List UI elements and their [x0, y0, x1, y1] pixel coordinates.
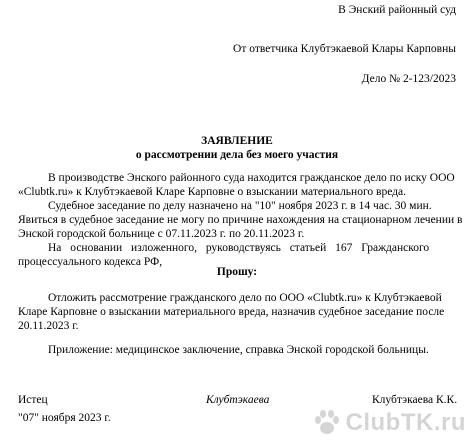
paragraph-3-line-1: На основании изложенного, руководствуясь статьей 167 Гражданского: [48, 242, 430, 254]
case-number: Дело № 2-123/2023: [361, 73, 456, 85]
paragraph-2-line-3: Энской городской больнице с 07.11.2023 г. по 20.11.2023 г.: [18, 228, 305, 240]
sender-line: От ответчика Клубтэкаевой Клары Карповны: [233, 43, 456, 55]
document-title: ЗАЯВЛЕНИЕ: [201, 135, 273, 147]
request-heading: Прошу:: [216, 266, 258, 278]
paragraph-4-line-3: 20.11.2023 г.: [18, 320, 79, 332]
paragraph-1-line-1: В производстве Энского районного суда находится гражданское дело по иску ООО: [48, 172, 455, 184]
watermark-text: ClubTK.ru: [345, 409, 466, 436]
paw-icon: [312, 408, 342, 438]
addressee-court: В Энский районный суд: [338, 4, 456, 16]
paragraph-2-line-2: Явиться в судебное заседание не могу по причине нахождения на стационарном лечении в: [18, 214, 463, 226]
watermark: [312, 408, 466, 438]
paragraph-1-line-2: «Clubtk.ru» к Клубтэкаевой Кларе Карповне о взыскании материального вреда.: [18, 186, 406, 198]
paragraph-3-line-2: процессуального кодекса РФ,: [18, 256, 163, 268]
attachment-line: Приложение: медицинское заключение, справка Энской городской больницы.: [48, 344, 429, 356]
document-subtitle: о рассмотрении дела без моего участия: [135, 149, 339, 161]
role-label: Истец: [18, 394, 48, 406]
signature: Клубтэкаева: [206, 394, 270, 406]
document-date: "07" ноября 2023 г.: [18, 412, 111, 424]
paragraph-4-line-2: Кларе Карповне о взыскании материального вреда, назначив судебное заседание после: [18, 306, 445, 318]
paragraph-2-line-1: Судебное заседание по делу назначено на "10" ноября 2023 г. в 14 час. 30 мин.: [48, 200, 432, 212]
paragraph-4-line-1: Отложить рассмотрение гражданского дело по ООО «Clubtk.ru» к Клубтэкаевой: [48, 292, 442, 304]
signer-name: Клубтэкаева К.К.: [372, 394, 458, 406]
